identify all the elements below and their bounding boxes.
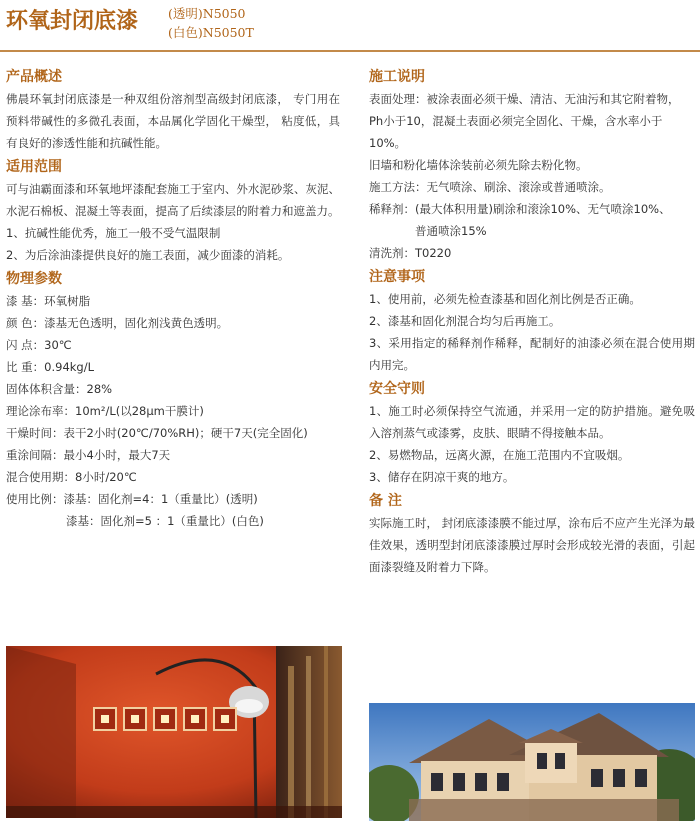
param-row-ratio-white: 漆基：固化剂=5 ：1（重量比）(白色) [66,514,264,528]
safety-item: 3、储存在阴凉干爽的地方。 [369,470,515,484]
scope-item: 2、为后涂油漆提供良好的施工表面，减少面漆的消耗。 [6,248,290,262]
param-row: 干燥时间：表干2小时(20℃/70%RH)；硬干7天(完全固化) [6,426,308,440]
variant-clear-label: (透明)N5050 [168,6,246,21]
construction-method: 施工方法：无气喷涂、刷涂、滚涂或普通喷涂。 [369,180,611,194]
param-row: 比 重：0.94kg/L [6,360,95,374]
construction-thinner-2: 普通喷涂15% [415,224,487,238]
section-title-overview: 产品概述 [6,69,62,85]
product-title: 环氧封闭底漆 [6,9,139,34]
page-header [0,0,700,50]
param-row: 闪 点：30℃ [6,338,72,352]
param-row: 漆 基：环氧树脂 [6,294,91,308]
construction-thinner: 稀释剂：(最大体积用量)刷涂和滚涂10%、无气喷涂10%、 [369,202,671,216]
param-row: 固体体积含量：28% [6,382,113,396]
section-title-construction: 施工说明 [369,69,425,85]
header-divider [0,50,700,52]
param-row: 使用比例：漆基：固化剂=4：1（重量比）(透明) [6,492,258,506]
overview-text: 佛晨环氧封闭底漆是一种双组份溶剂型高级封闭底漆， 专门用在预料带碱性的多微孔表面，本品属化学固化干燥型， 粘度低，具有良好的渗透性能和抗碱性能。 [6,92,340,150]
section-title-safety: 安全守则 [369,381,425,397]
construction-surface: 表面处理：被涂表面必须干燥、清洁、无油污和其它附着物， [369,92,680,106]
param-row: 理论涂布率：10m²/L(以28μm干膜计) [6,404,204,418]
note-item: 3、采用指定的稀释剂作稀释，配制好的油漆必须在混合使用期内用完。 [369,336,695,372]
param-row: 颜 色：漆基无色透明，固化剂浅黄色透明。 [6,316,229,330]
construction-surface: Ph小于10，混凝土表面必须完全固化、干燥，含水率小于10%。 [369,114,663,150]
note-item: 2、漆基和固化剂混合均匀后再施工。 [369,314,561,328]
variant-white-label: (白色)N5050T [168,25,254,40]
right-column [369,64,695,578]
param-row: 重涂间隔：最小4小时，最大7天 [6,448,171,462]
house-exterior-photo [369,703,695,821]
safety-item: 2、易燃物品，远离火源，在施工范围内不宜吸烟。 [369,448,630,462]
section-title-params: 物理参数 [6,271,62,287]
construction-surface: 旧墙和粉化墙体涂装前必须先除去粉化物。 [369,158,588,172]
note-item: 1、使用前，必须先检查漆基和固化剂比例是否正确。 [369,292,641,306]
house-illustration [369,703,695,821]
interior-wall-photo [6,646,342,818]
left-column [6,64,340,532]
scope-item: 1、抗碱性能优秀，施工一般不受气温限制 [6,226,221,240]
scope-text: 可与油霸面漆和环氧地坪漆配套施工于室内、外水泥砂浆、灰泥、水泥石棉板、混凝土等表面，提高了后续漆层的附着力和遮盖力。 [6,182,340,218]
param-row: 混合使用期：8小时/20℃ [6,470,137,484]
section-title-notes: 注意事项 [369,269,425,285]
safety-item: 1、施工时必须保持空气流通，并采用一定的防护措施。避免吸入溶剂蒸气或漆雾，皮肤、眼睛不得接触本品。 [369,404,695,440]
remark-text: 实际施工时， 封闭底漆漆膜不能过厚，涂布后不应产生光泽为最佳效果，透明型封闭底漆漆膜过厚时会形成较光滑的表面，引起面漆裂缝及附着力下降。 [369,516,695,574]
section-title-scope: 适用范围 [6,159,62,175]
interior-wall-illustration [6,646,342,818]
section-title-remark: 备 注 [369,493,402,509]
construction-cleaner: 清洗剂：T0220 [369,246,452,260]
